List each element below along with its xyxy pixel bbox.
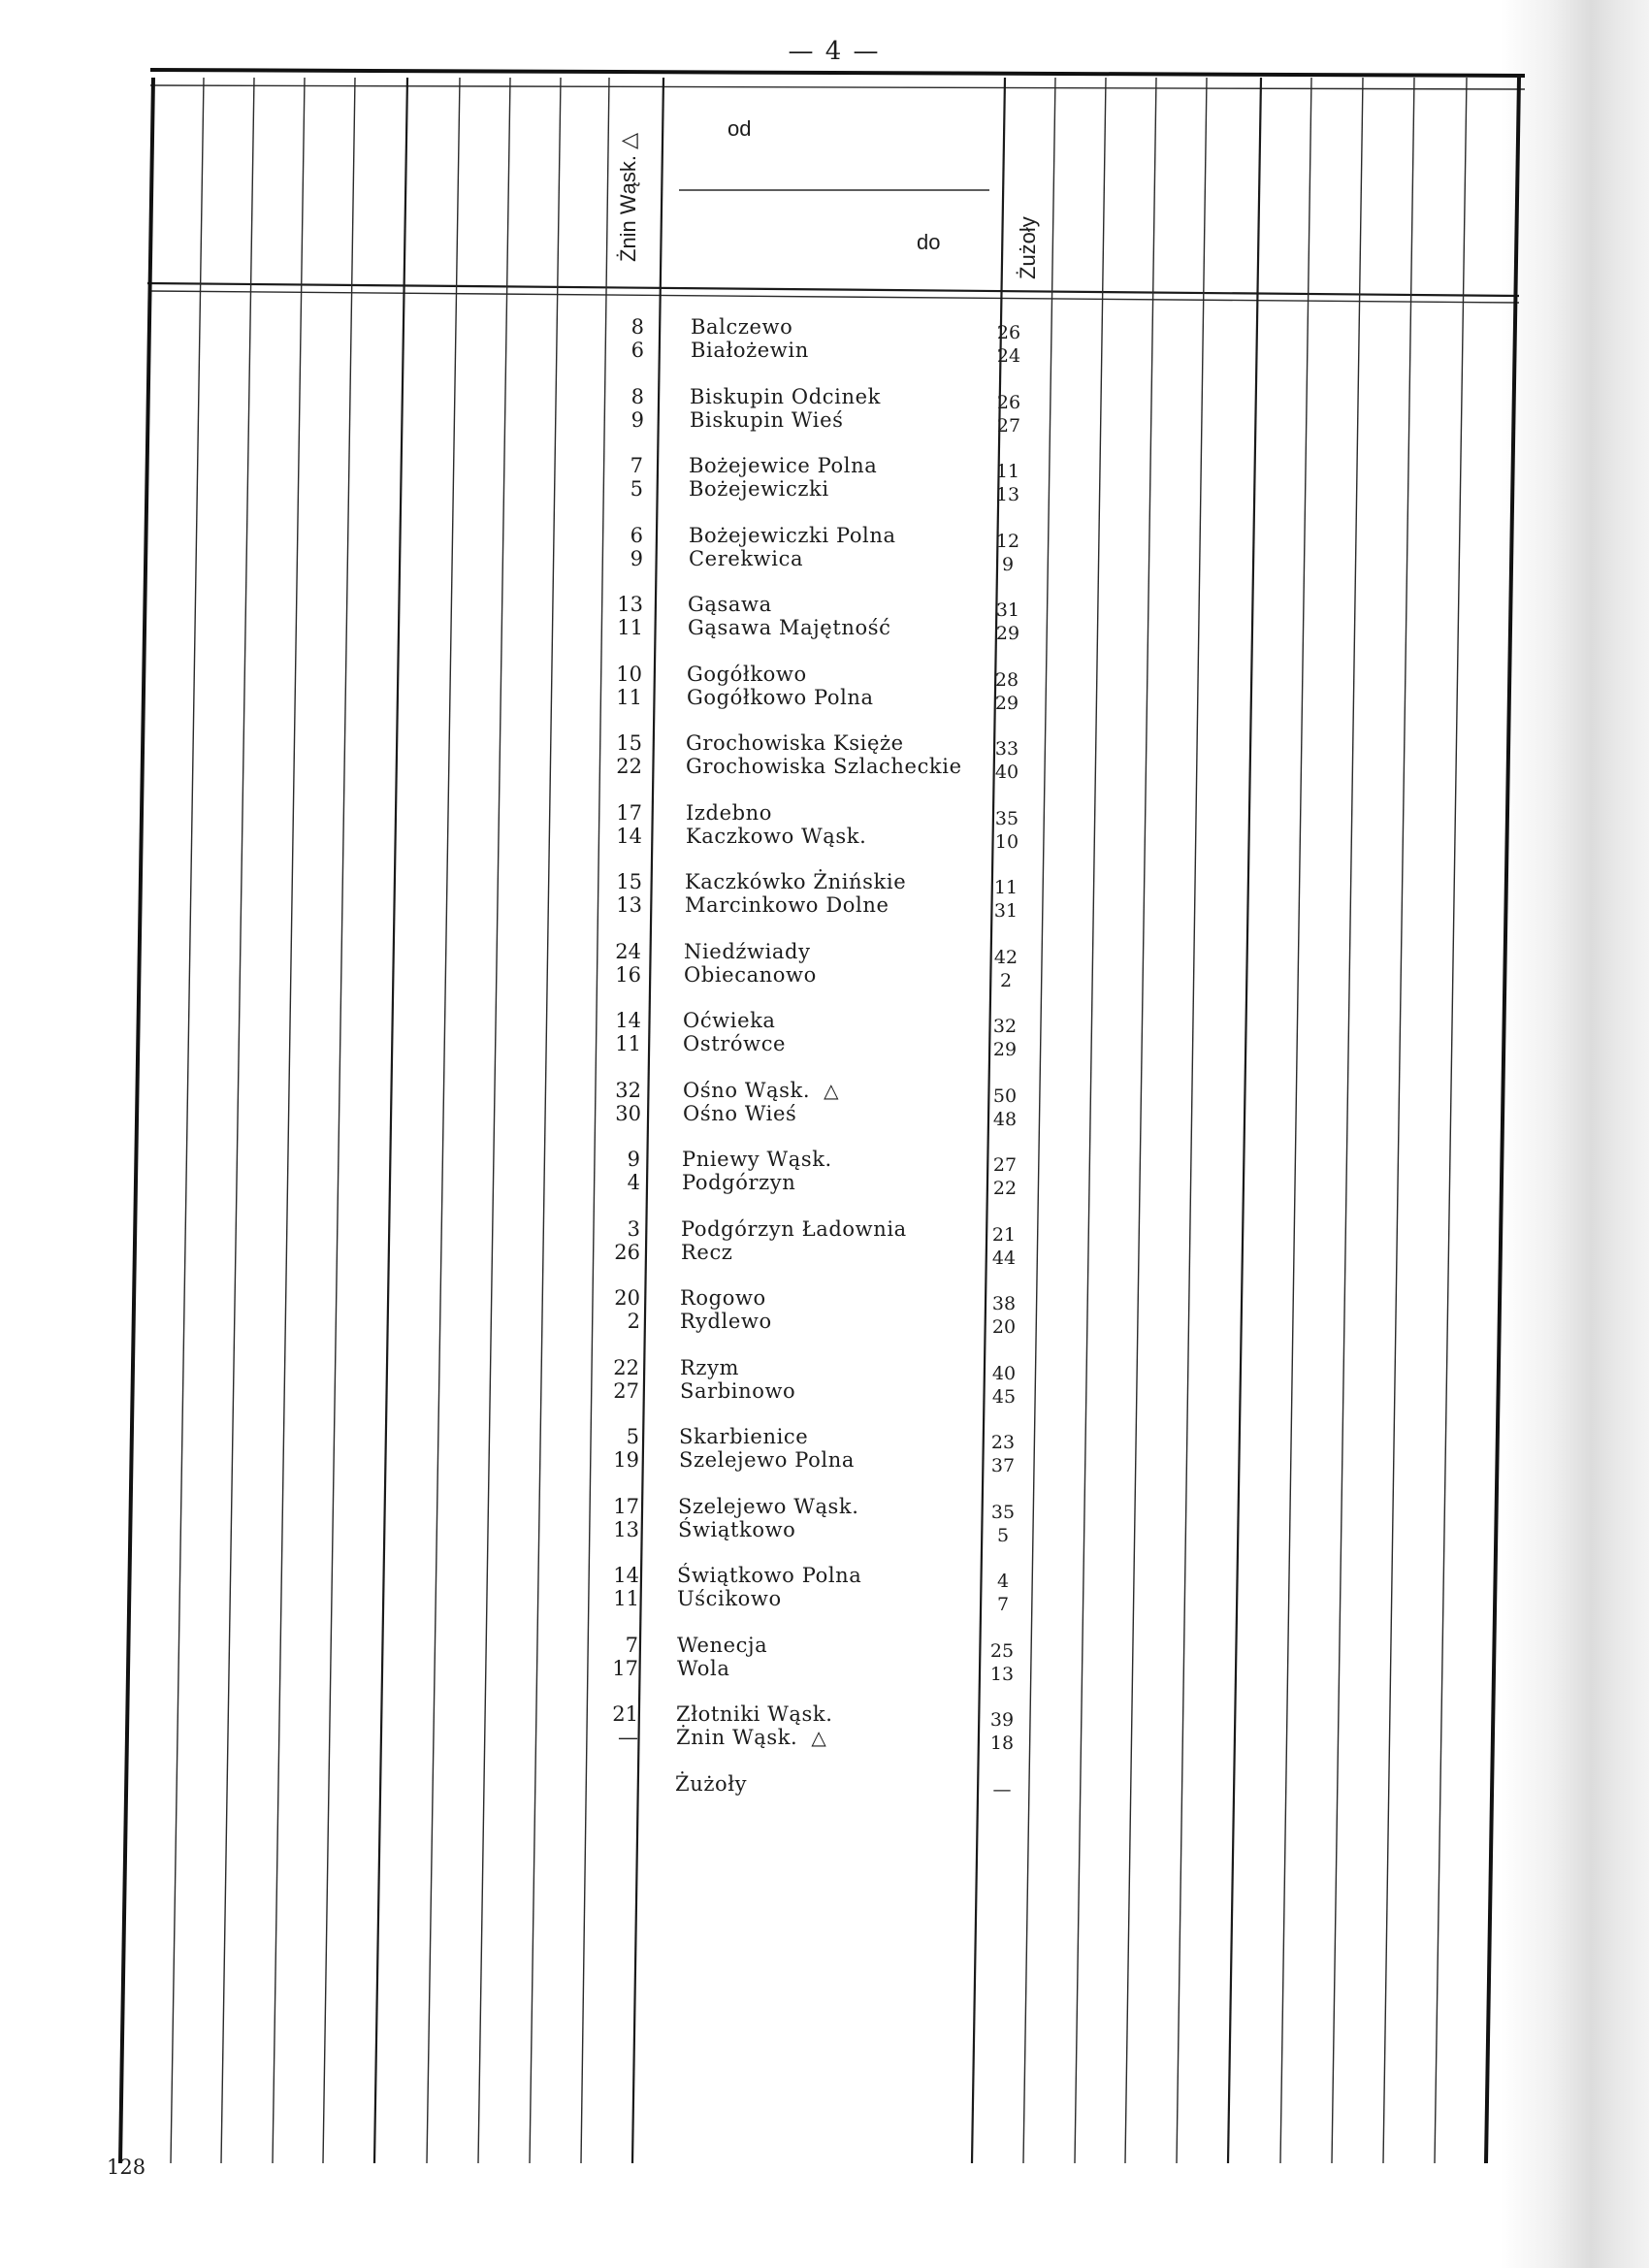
column-header-from: od — [728, 116, 752, 141]
station-name — [679, 1425, 808, 1448]
distance-from-znin: 27 — [613, 1378, 639, 1403]
station-name-text: Podgórzyn Ładownia — [681, 1216, 907, 1241]
station-name — [686, 755, 962, 778]
station-name-text: Balczewo — [691, 315, 793, 339]
distance-from-zuzoly: — — [992, 1778, 1012, 1800]
station-name — [675, 1772, 747, 1796]
distance-from-znin: 7 — [630, 454, 643, 477]
distance-from-znin: 32 — [615, 1078, 641, 1102]
station-name-text: Skarbienice — [679, 1425, 809, 1448]
station-name — [685, 893, 889, 917]
table-row — [0, 686, 1649, 732]
distance-from-zuzoly: 32 — [992, 1016, 1018, 1037]
distance-from-zuzoly: 2 — [999, 969, 1013, 991]
table-row — [0, 1379, 1649, 1426]
station-name — [689, 477, 829, 501]
table-row — [0, 825, 1649, 871]
table-row — [0, 1518, 1649, 1565]
top-rule-inner — [150, 85, 1525, 89]
table-row — [0, 1657, 1649, 1703]
station-name-text: Gąsawa Majętność — [688, 616, 891, 639]
distance-from-znin: 4 — [627, 1171, 640, 1194]
station-name — [682, 1148, 832, 1171]
station-name-text: Rogowo — [680, 1286, 766, 1310]
station-name-text: Izdebno — [686, 800, 773, 825]
table-row — [0, 1310, 1649, 1356]
table-row — [0, 1772, 1649, 1819]
station-name — [677, 1657, 729, 1680]
triangle-mark-icon: △ — [824, 1078, 840, 1102]
distance-from-zuzoly: 29 — [992, 1039, 1018, 1060]
column-header-zuzoly: Żużoły — [1016, 216, 1040, 279]
distance-from-zuzoly: 26 — [996, 391, 1021, 413]
station-name-text: Ośno Wieś — [683, 1101, 797, 1125]
column-header-znin: Żnin Wąsk. △ — [616, 132, 640, 262]
table-row — [0, 1032, 1649, 1079]
station-name-text: Złotniki Wąsk. — [676, 1702, 833, 1726]
page-number: — 4 — — [788, 37, 881, 66]
distance-from-zuzoly: 5 — [996, 1524, 1010, 1546]
distance-from-znin: 14 — [616, 824, 642, 848]
station-name-text: Ostrówce — [683, 1032, 787, 1055]
station-name — [690, 408, 843, 432]
distance-from-znin: 20 — [614, 1286, 640, 1310]
distance-from-znin: 5 — [630, 477, 643, 501]
table-row — [0, 616, 1649, 663]
table-row — [0, 547, 1649, 594]
station-name-text: Recz — [681, 1240, 733, 1264]
station-name-text: Bożejewiczki — [689, 477, 829, 501]
distance-from-znin: 5 — [626, 1425, 639, 1448]
distance-from-zuzoly: 28 — [994, 668, 1019, 691]
table-row — [0, 1726, 1649, 1772]
station-name-text: Wenecja — [677, 1633, 768, 1657]
distance-from-zuzoly: 25 — [989, 1639, 1015, 1662]
distance-from-zuzoly: 45 — [991, 1385, 1017, 1408]
distance-from-zuzoly: 40 — [994, 761, 1019, 783]
table-row — [0, 1448, 1649, 1495]
station-name-text: Oćwieka — [683, 1009, 776, 1032]
distance-from-zuzoly: 29 — [995, 623, 1020, 644]
table-row — [0, 1171, 1649, 1217]
distance-from-znin: 8 — [630, 315, 644, 339]
distance-from-zuzoly: 10 — [994, 830, 1019, 853]
station-name — [686, 825, 866, 848]
distance-from-znin: 17 — [616, 800, 642, 825]
distance-from-zuzoly: 20 — [991, 1316, 1017, 1338]
station-name — [683, 1009, 776, 1032]
station-name — [686, 801, 772, 825]
station-name-text: Cerekwica — [689, 546, 804, 570]
station-name-text: Gogółkowo — [687, 662, 807, 686]
distance-from-zuzoly: 33 — [994, 738, 1019, 760]
station-name — [681, 1217, 907, 1241]
distance-from-zuzoly: 27 — [996, 414, 1021, 437]
station-name — [688, 616, 890, 639]
table-row — [0, 755, 1649, 801]
distance-from-znin: — — [618, 1726, 638, 1749]
station-name — [683, 1079, 839, 1102]
station-name — [677, 1587, 782, 1610]
top-rule — [150, 70, 1525, 76]
station-name — [683, 1102, 796, 1125]
distance-from-zuzoly: 40 — [991, 1362, 1017, 1384]
station-name — [680, 1356, 739, 1379]
station-name — [687, 686, 874, 709]
distance-from-zuzoly: 9 — [1001, 553, 1015, 575]
distance-from-zuzoly: 4 — [996, 1571, 1010, 1592]
distance-from-znin: 11 — [617, 616, 643, 639]
station-name — [678, 1495, 859, 1518]
distance-from-zuzoly: 31 — [995, 599, 1020, 621]
station-name — [677, 1564, 861, 1587]
distance-from-zuzoly: 35 — [990, 1501, 1016, 1523]
station-name — [688, 593, 772, 616]
distance-from-znin: 14 — [615, 1009, 641, 1032]
distance-from-zuzoly: 27 — [992, 1154, 1018, 1176]
station-name-text: Żużoły — [675, 1771, 748, 1796]
station-name-text: Grochowiska Szlacheckie — [686, 755, 962, 778]
distance-from-znin: 9 — [630, 407, 644, 432]
station-name-text: Biskupin Wieś — [690, 407, 844, 432]
distance-from-znin: 7 — [625, 1633, 638, 1657]
distance-from-zuzoly: 31 — [993, 900, 1018, 922]
station-name-text: Grochowiska Księże — [686, 731, 904, 755]
distance-from-zuzoly: 22 — [992, 1178, 1018, 1199]
station-name-text: Gogółkowo Polna — [687, 685, 874, 709]
distance-from-znin: 13 — [613, 1517, 639, 1541]
station-name-text: Wola — [677, 1656, 730, 1680]
station-name-text: Obiecanowo — [684, 962, 817, 987]
folio-number: 128 — [107, 2155, 146, 2179]
distance-from-zuzoly: 7 — [996, 1594, 1010, 1615]
station-name — [680, 1286, 766, 1310]
distance-from-znin: 11 — [613, 1587, 639, 1610]
table-row — [0, 1241, 1649, 1287]
table-row — [0, 477, 1649, 524]
station-name — [690, 385, 881, 408]
station-name-text: Świątkowo Polna — [677, 1564, 862, 1587]
column-header-to: do — [917, 230, 941, 254]
station-name — [680, 1379, 795, 1403]
station-name — [689, 524, 896, 547]
distance-from-znin: 8 — [630, 384, 644, 408]
station-name-text: Biskupin Odcinek — [690, 384, 881, 408]
station-name — [679, 1448, 855, 1472]
distance-from-zuzoly: 38 — [991, 1293, 1017, 1314]
station-name-text: Szelejewo Wąsk. — [678, 1494, 859, 1518]
station-name-text: Żnin Wąsk. — [676, 1726, 798, 1749]
station-name — [689, 547, 803, 570]
station-name — [676, 1726, 826, 1749]
distance-from-znin: 14 — [613, 1564, 639, 1587]
distance-from-zuzoly: 13 — [995, 484, 1020, 505]
distance-from-zuzoly: 21 — [991, 1223, 1017, 1246]
distance-from-zuzoly: 37 — [990, 1455, 1016, 1476]
station-name-text: Rydlewo — [680, 1310, 772, 1333]
station-name — [685, 870, 906, 893]
station-name — [677, 1634, 767, 1657]
station-name — [691, 315, 792, 339]
triangle-mark-icon: △ — [811, 1726, 827, 1749]
table-row — [0, 963, 1649, 1010]
distance-from-znin: 15 — [616, 870, 642, 893]
distance-from-znin: 17 — [613, 1494, 639, 1518]
distance-from-znin: 16 — [615, 962, 641, 987]
header-rule-inner — [150, 291, 1519, 303]
distance-from-znin: 30 — [615, 1101, 641, 1125]
station-name-text: Szelejewo Polna — [679, 1448, 855, 1472]
station-name-text: Bożejewice Polna — [689, 454, 878, 477]
station-name-text: Pniewy Wąsk. — [682, 1148, 832, 1171]
station-name-text: Sarbinowo — [680, 1378, 796, 1403]
distance-from-zuzoly: 26 — [996, 322, 1021, 343]
distance-from-zuzoly: 39 — [989, 1709, 1015, 1731]
distance-from-zuzoly: 18 — [989, 1733, 1015, 1754]
distance-from-zuzoly: 13 — [989, 1663, 1015, 1685]
station-name-text: Białożewin — [691, 339, 809, 362]
station-name — [678, 1518, 795, 1541]
distance-from-zuzoly: 35 — [994, 807, 1019, 829]
distance-from-zuzoly: 44 — [991, 1247, 1017, 1269]
distance-from-znin: 13 — [617, 593, 643, 616]
distance-from-znin: 17 — [612, 1656, 638, 1680]
distance-from-zuzoly: 23 — [990, 1432, 1016, 1453]
table-row — [0, 339, 1649, 385]
station-name-text: Gąsawa — [688, 593, 772, 616]
station-name — [680, 1310, 772, 1333]
station-name — [684, 940, 811, 963]
station-name — [682, 1171, 795, 1194]
station-name-text: Kaczkówko Żnińskie — [685, 870, 907, 893]
distance-from-znin: 11 — [615, 1032, 641, 1055]
distance-from-znin: 3 — [627, 1216, 640, 1241]
distance-from-znin: 9 — [630, 546, 643, 570]
distance-from-znin: 26 — [614, 1240, 640, 1264]
station-name-text: Rzym — [680, 1355, 740, 1379]
distance-from-zuzoly: 50 — [992, 1085, 1018, 1107]
station-name — [683, 1032, 786, 1055]
distance-from-znin: 15 — [616, 731, 642, 755]
header-rule — [147, 283, 1519, 296]
station-name — [676, 1702, 833, 1726]
distance-from-zuzoly: 11 — [995, 461, 1020, 482]
distance-from-zuzoly: 29 — [994, 692, 1019, 714]
station-name-text: Kaczkowo Wąsk. — [686, 824, 867, 848]
distance-from-znin: 22 — [616, 755, 642, 778]
station-name — [686, 731, 904, 755]
table-row — [0, 893, 1649, 940]
distance-from-znin: 2 — [627, 1310, 640, 1333]
station-name-text: Bożejewiczki Polna — [689, 523, 896, 547]
station-name-text: Marcinkowo Dolne — [685, 893, 889, 917]
distance-from-zuzoly: 12 — [995, 530, 1020, 552]
distance-from-znin: 11 — [616, 685, 642, 709]
table-row — [0, 1587, 1649, 1634]
station-name — [687, 663, 807, 686]
distance-from-zuzoly: 48 — [992, 1108, 1018, 1130]
station-name — [689, 454, 877, 477]
distance-from-znin: 13 — [616, 893, 642, 917]
distance-from-znin: 19 — [613, 1448, 639, 1472]
station-name — [681, 1241, 732, 1264]
station-name — [684, 963, 817, 987]
distance-from-znin: 24 — [615, 939, 641, 963]
table-row — [0, 408, 1649, 455]
distance-from-znin: 22 — [613, 1355, 639, 1379]
distance-from-znin: 21 — [612, 1702, 638, 1726]
distance-from-zuzoly: 11 — [993, 877, 1018, 898]
station-name-text: Uścikowo — [677, 1587, 782, 1610]
station-name-text: Ośno Wąsk. — [683, 1078, 811, 1102]
station-name — [691, 339, 809, 362]
distance-from-zuzoly: 42 — [993, 946, 1018, 968]
distance-from-zuzoly: 24 — [996, 345, 1021, 367]
distance-from-znin: 10 — [616, 662, 642, 686]
distance-from-znin: 9 — [627, 1148, 640, 1171]
station-name-text: Podgórzyn — [682, 1171, 796, 1194]
distance-from-znin: 6 — [630, 339, 644, 362]
table-row — [0, 1102, 1649, 1149]
station-name-text: Niedźwiady — [684, 939, 811, 963]
station-name-text: Świątkowo — [678, 1517, 796, 1541]
distance-from-znin: 6 — [630, 523, 643, 547]
